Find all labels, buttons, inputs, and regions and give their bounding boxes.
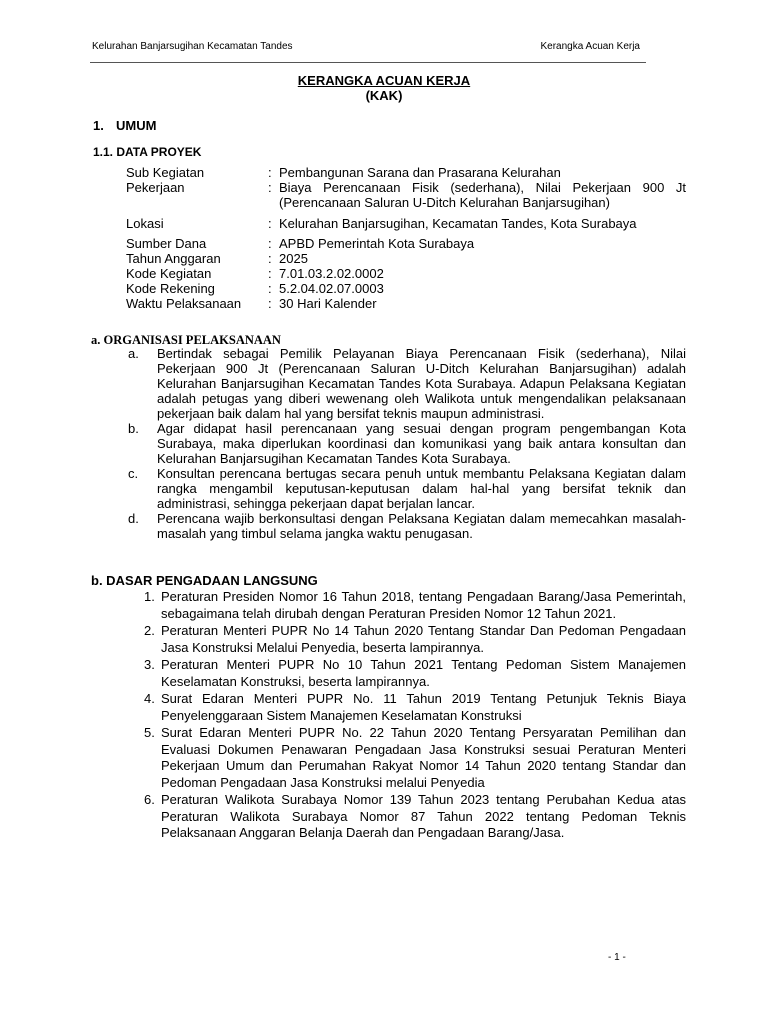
row-value: 5.2.04.02.07.0003: [279, 281, 384, 296]
data-proyek-row: [126, 216, 686, 231]
list-item: [128, 346, 686, 421]
row-value: APBD Pemerintah Kota Surabaya: [279, 236, 475, 251]
list-text: Bertindak sebagai Pemilik Pelayanan Biaya Perencanaan Fisik (sederhana), Nilai Pekerjaan 900 Jt (Perencanaan Saluran U-Ditch Kelurahan Banjarsugihan) adalah Kelurahan Banjarsugihan Kecamatan Tandes Kota Surabaya. Adapun Pelaksana Kegiatan adalah petugas yang diberi wewenang oleh Walikota untuk mengendalikan pelaksanaan pekerjaan baik dalam hal yang bersifat teknis maupun administrasi.: [157, 346, 686, 421]
data-proyek-heading: 1.1. DATA PROYEK: [93, 145, 202, 159]
list-item: [144, 623, 686, 656]
row-label: Tahun Anggaran: [126, 251, 221, 266]
row-colon: :: [268, 180, 272, 195]
data-proyek-table: [126, 165, 686, 311]
list-marker: 6.: [144, 792, 155, 807]
list-marker: 2.: [144, 623, 155, 638]
row-label: Waktu Pelaksanaan: [126, 296, 242, 311]
row-colon: :: [268, 296, 272, 311]
section-number: 1.: [93, 118, 104, 133]
data-proyek-row: [126, 251, 686, 266]
row-label: Sumber Dana: [126, 236, 207, 251]
row-label: Kode Rekening: [126, 281, 215, 296]
data-proyek-row: [126, 236, 686, 251]
list-item: [128, 466, 686, 511]
document-subtitle: (KAK): [365, 88, 403, 103]
list-marker: 3.: [144, 657, 155, 672]
list-item: [128, 421, 686, 466]
row-value: 7.01.03.2.02.0002: [279, 266, 384, 281]
dasar-pengadaan-heading: b. DASAR PENGADAAN LANGSUNG: [91, 573, 318, 588]
list-text: Surat Edaran Menteri PUPR No. 22 Tahun 2020 Tentang Persyaratan Pemilihan dan Evaluasi Dokumen Penawaran Pengadaan Jasa Konstruksi sesuai Peraturan Menteri Pekerjaan Umum dan Perumahan Rakyat Nomor 14 Tahun 2020 tentang Standar dan Pedoman Pengadaan Jasa Konstruksi melalui Penyedia: [161, 725, 686, 790]
list-marker: 4.: [144, 691, 155, 706]
list-item: [144, 589, 686, 622]
organisasi-heading: a. ORGANISASI PELAKSANAAN: [91, 333, 281, 347]
list-marker: b.: [128, 421, 139, 436]
list-text: Peraturan Presiden Nomor 16 Tahun 2018, tentang Pengadaan Barang/Jasa Pemerintah, sebagaimana telah dirubah dengan Peraturan Presiden Nomor 12 Tahun 2021.: [161, 589, 686, 621]
list-text: Peraturan Walikota Surabaya Nomor 139 Tahun 2023 tentang Perubahan Kedua atas Peraturan Walikota Surabaya Nomor 87 Tahun 2022 tentang Pedoman Teknis Pelaksanaan Anggaran Belanja Daerah dan Pengadaan Barang/Jasa.: [161, 792, 686, 840]
row-label: Pekerjaan: [126, 180, 185, 195]
row-label: Kode Kegiatan: [126, 266, 212, 281]
header-left-text: Kelurahan Banjarsugihan Kecamatan Tandes: [92, 41, 293, 52]
list-marker: 1.: [144, 589, 155, 604]
row-label: Sub Kegiatan: [126, 165, 205, 180]
list-marker: a.: [128, 346, 139, 361]
list-text: Peraturan Menteri PUPR No 14 Tahun 2020 Tentang Standar Dan Pedoman Pengadaan Jasa Konstruksi Melalui Penyedia, beserta lampirannya.: [161, 623, 686, 655]
data-proyek-row: [126, 165, 686, 180]
data-proyek-row: [126, 180, 686, 210]
header-right-text: Kerangka Acuan Kerja: [540, 41, 640, 52]
data-proyek-row: [126, 266, 686, 281]
row-colon: :: [268, 281, 272, 296]
list-item: [144, 725, 686, 791]
row-value: 30 Hari Kalender: [279, 296, 377, 311]
list-marker: c.: [128, 466, 139, 481]
row-value: Pembangunan Sarana dan Prasarana Kelurahan: [279, 165, 561, 180]
list-marker: 5.: [144, 725, 155, 740]
data-proyek-row: [126, 281, 686, 296]
list-text: Konsultan perencana bertugas secara penuh untuk membantu Pelaksana Kegiatan dalam rangka mengambil keputusan-keputusan dalam hal-hal yang bersifat teknik dan administrasi, sehingga pekerjaan dapat berjalan lancar.: [157, 466, 686, 511]
section-umum-heading: [93, 118, 156, 133]
section-title: UMUM: [116, 118, 157, 133]
page-number: - 1 -: [608, 952, 626, 963]
row-value: Biaya Perencanaan Fisik (sederhana), Nilai Pekerjaan 900 Jt (Perencanaan Saluran U-Ditch Kelurahan Banjarsugihan): [279, 180, 686, 210]
row-colon: :: [268, 216, 272, 231]
list-text: Perencana wajib berkonsultasi dengan Pelaksana Kegiatan dalam memecahkan masalah-masalah yang timbul selama jangka waktu penugasan.: [157, 511, 686, 541]
row-colon: :: [268, 236, 272, 251]
page-header: [90, 40, 646, 63]
list-text: Surat Edaran Menteri PUPR No. 11 Tahun 2019 Tentang Petunjuk Teknis Biaya Penyelenggaraan Sistem Manajemen Keselamatan Konstruksi: [161, 691, 686, 723]
row-value: Kelurahan Banjarsugihan, Kecamatan Tandes, Kota Surabaya: [279, 216, 637, 231]
list-item: [128, 511, 686, 541]
organisasi-list: [128, 346, 686, 541]
list-item: [144, 792, 686, 842]
dasar-pengadaan-list: [144, 589, 686, 843]
row-value: 2025: [279, 251, 308, 266]
data-proyek-row: [126, 296, 686, 311]
row-label: Lokasi: [126, 216, 164, 231]
list-marker: d.: [128, 511, 139, 526]
list-text: Peraturan Menteri PUPR No 10 Tahun 2021 Tentang Pedoman Sistem Manajemen Keselamatan Konstruksi, beserta lampirannya.: [161, 657, 686, 689]
row-colon: :: [268, 165, 272, 180]
list-item: [144, 657, 686, 690]
row-colon: :: [268, 266, 272, 281]
row-colon: :: [268, 251, 272, 266]
list-item: [144, 691, 686, 724]
list-text: Agar didapat hasil perencanaan yang sesuai dengan program pengembangan Kota Surabaya, maka diperlukan koordinasi dan komunikasi yang baik antara konsultan dan Kelurahan Banjarsugihan Kecamatan Tandes Kota Surabaya.: [157, 421, 686, 466]
document-title: KERANGKA ACUAN KERJA: [297, 73, 471, 88]
